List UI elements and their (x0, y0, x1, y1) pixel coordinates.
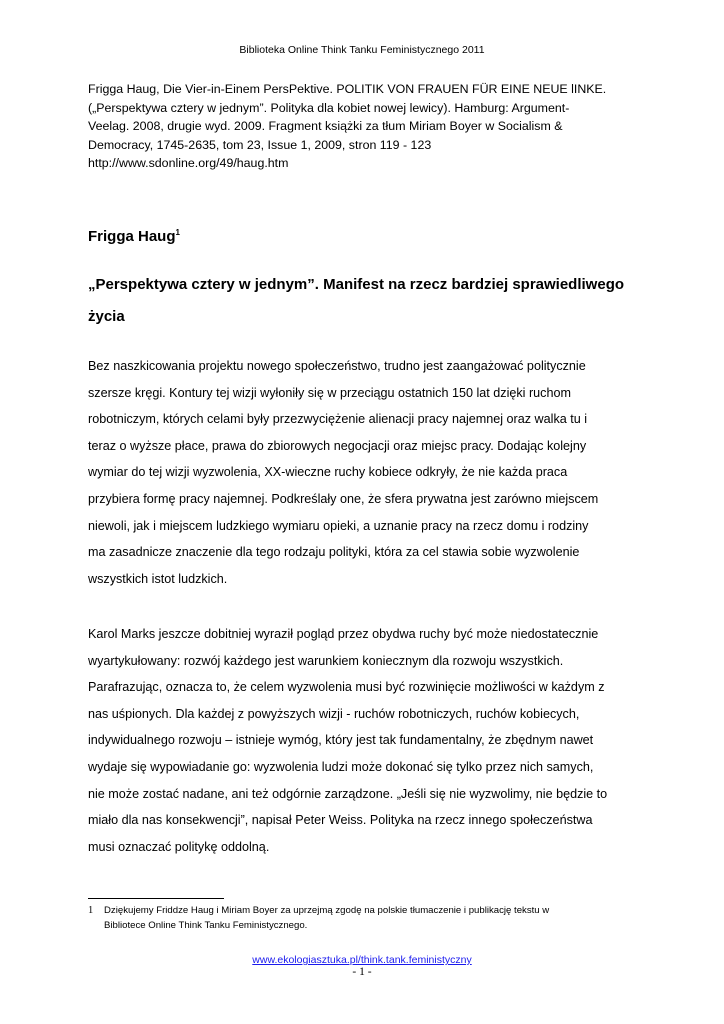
title-line: życia (88, 308, 125, 325)
author-heading (88, 228, 180, 245)
paragraph-line: indywidualnego rozwoju – istnieje wymóg, który jest tak fundamentalny, że zbędnym nawet (88, 733, 594, 748)
paragraph-line: wszystkich istot ludzkich. (88, 571, 228, 586)
footnote-divider (88, 898, 224, 899)
paragraph-line: miało dla nas konsekwencji”, napisał Peter Weiss. Polityka na rzecz innego społeczeństwa (88, 813, 593, 828)
paragraph-1 (88, 356, 648, 595)
article-title (88, 272, 648, 336)
intro-line: („Perspektywa cztery w jednym”. Polityka dla kobiet nowej lewicy). Hamburg: Argument- (88, 100, 570, 115)
paragraph-line: Karol Marks jeszcze dobitniej wyraził pogląd przez obydwa ruchy być może niedostatecznie (88, 627, 599, 641)
footnote-text-continued: Bibliotece Online Think Tanku Feministycznego. (104, 919, 308, 931)
paragraph-line: Bez naszkicowania projektu nowego społeczeństwo, trudno jest zaangażować politycznie (88, 359, 586, 373)
paragraph-line: ma zasadnicze znaczenie dla tego rodzaju polityki, która za cel stawia sobie wyzwolenie (88, 545, 580, 560)
page-header: Biblioteka Online Think Tanku Feministycznego 2011 (239, 44, 485, 56)
page-number: - 1 - (352, 966, 372, 978)
author-name: Frigga Haug (88, 228, 176, 245)
intro-line: Veelag. 2008, drugie wyd. 2009. Fragment książki za tłum Miriam Boyer w Socialism & (88, 119, 563, 134)
footnote-text: Dziękujemy Friddze Haug i Miriam Boyer za uprzejmą zgodę na polskie tłumaczenie i publikację tekstu w (104, 905, 550, 916)
paragraph-line: wyartykułowany: rozwój każdego jest warunkiem koniecznym dla rozwoju wszystkich. (88, 653, 564, 668)
footer-link[interactable]: www.ekologiasztuka.pl/think.tank.feministyczny (252, 954, 472, 966)
footnote-reference[interactable]: 1 (175, 228, 180, 237)
paragraph-line: robotniczym, których celami były przezwyciężenie alienacji pracy najemnej oraz walka tu i (88, 412, 588, 427)
paragraph-line: wydaje się wypowiadanie go: wyzwolenia ludzi może dokonać się tylko przez nich samych, (88, 759, 594, 774)
paragraph-2 (88, 624, 648, 863)
paragraph-line: teraz o wyższe płace, prawa do zbiorowych negocjacji oraz miejsc pracy. Dodając kolejny (88, 438, 587, 453)
footnote (88, 904, 648, 933)
footnote-number: 1 (88, 905, 94, 916)
title-line: „Perspektywa cztery w jednym”. Manifest na rzecz bardziej sprawiedliwego (88, 276, 625, 293)
paragraph-line: nie może zostać nadane, ani też odgórnie zarządzone. „Jeśli się nie wyzwolimy, nie będzie to (88, 786, 608, 801)
paragraph-line: wymiar do tej wizji wyzwolenia, XX-wieczne ruchy kobiece odkryły, że nie każda praca (88, 465, 568, 480)
paragraph-line: przybiera formę pracy najemnej. Podkreślały one, że sfera prywatna jest zarówno miejscem (88, 491, 599, 506)
intro-line: Democracy, 1745-2635, tom 23, Issue 1, 2009, stron 119 - 123 (88, 137, 432, 152)
paragraph-line: musi oznaczać politykę oddolną. (88, 839, 270, 854)
paragraph-line: Parafrazując, oznacza to, że celem wyzwolenia musi być rozwinięcie możliwości w każdym z (88, 680, 605, 695)
source-url: http://www.sdonline.org/49/haug.htm (88, 156, 289, 171)
paragraph-line: szersze kręgi. Kontury tej wizji wyłoniły się w przeciągu ostatnich 150 lat dzięki ruchom (88, 385, 571, 400)
paragraph-line: niewoli, jak i miejscem ludzkiego wymiaru opieki, a uznanie pracy na rzecz domu i rodziny (88, 518, 589, 533)
intro-line: Frigga Haug, Die Vier-in-Einem PersPektive. POLITIK VON FRAUEN FÜR EINE NEUE lINKE. (88, 82, 607, 96)
bibliographic-intro (88, 80, 638, 173)
paragraph-line: nas uśpionych. Dla każdej z powyższych wizji - ruchów robotniczych, ruchów kobiecych, (88, 706, 580, 721)
